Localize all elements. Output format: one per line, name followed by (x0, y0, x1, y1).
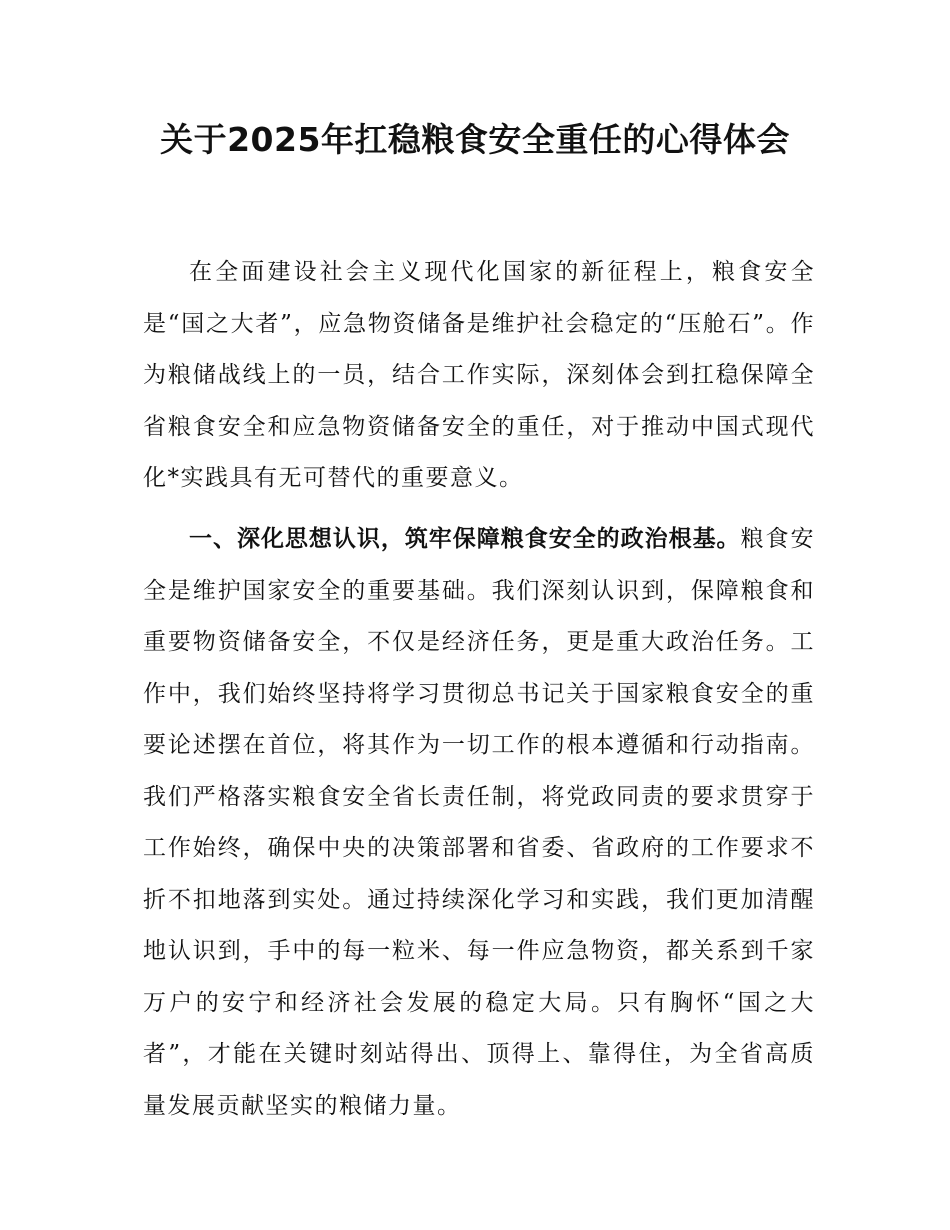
document-title: 关于2025年扛稳粮食安全重任的心得体会 (160, 120, 790, 159)
section-one-paragraph (143, 514, 815, 1132)
intro-paragraph-text: 在全面建设社会主义现代化国家的新征程上，粮食安全是“国之大者”，应急物资储备是维护社会稳定的“压舱石”。作为粮储战线上的一员，结合工作实际，深刻体会到扛稳保障全省粮食安全和应急物资储备安全的重任，对于推动中国式现代化*实践具有无可替代的重要意义。 (143, 259, 815, 491)
section-one-body: 粮食安全是维护国家安全的重要基础。我们深刻认识到，保障粮食和重要物资储备安全，不仅是经济任务，更是重大政治任务。工作中，我们始终坚持将学习贯彻总书记关于国家粮食安全的重要论述摆在首位，将其作为一切工作的根本遵循和行动指南。我们严格落实粮食安全省长责任制，将党政同责的要求贯穿于工作始终，确保中央的决策部署和省委、省政府的工作要求不折不扣地落到实处。通过持续深化学习和实践，我们更加清醒地认识到，手中的每一粒米、每一件应急物资，都关系到千家万户的安宁和经济社会发展的稳定大局。只有胸怀“国之大者”，才能在关键时刻站得出、顶得上、靠得住，为全省高质量发展贡献坚实的粮储力量。 (143, 526, 816, 1119)
section-one-heading: 一、深化思想认识，筑牢保障粮食安全的政治根基。 (189, 526, 741, 552)
intro-paragraph (143, 247, 815, 505)
